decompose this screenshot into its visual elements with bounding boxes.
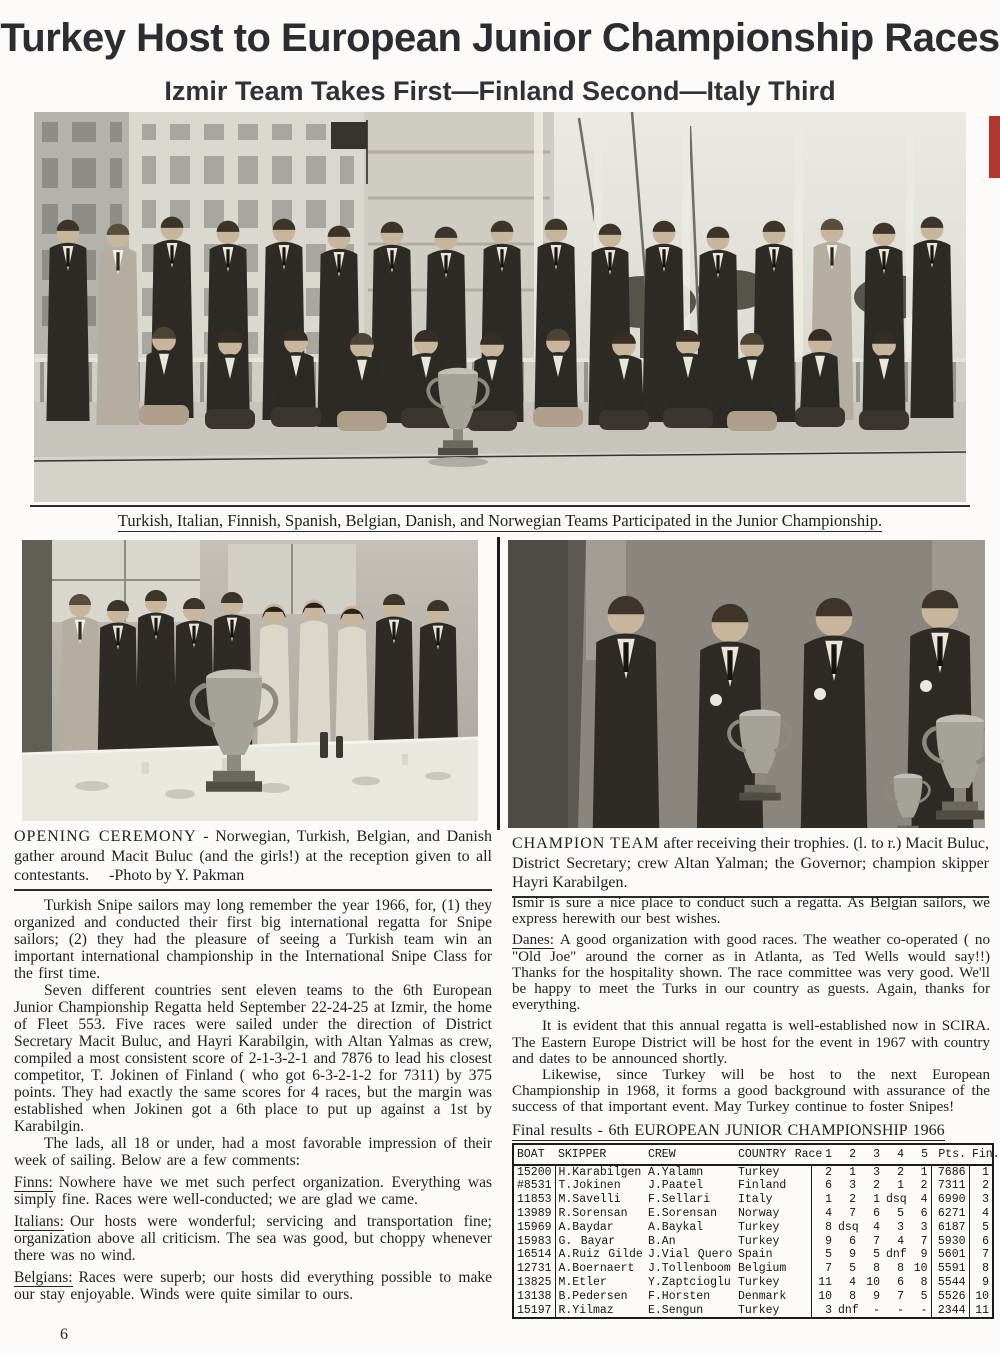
results-cell: A.Yalamn — [648, 1165, 704, 1179]
results-cell: Turkey — [735, 1221, 811, 1235]
results-cell: 8 — [849, 1289, 856, 1303]
results-cell: 2 — [873, 1179, 880, 1193]
results-cell: 9 — [825, 1234, 832, 1248]
results-cell: 8 — [825, 1220, 832, 1234]
results-cell: 1 — [873, 1193, 880, 1207]
results-cell: 9 — [982, 1276, 989, 1290]
results-cell: 5526 — [931, 1290, 969, 1304]
results-cell: 7 — [873, 1234, 880, 1248]
results-cell: 15197 — [513, 1304, 555, 1319]
champion-caption-lead: CHAMPION TEAM — [512, 835, 660, 852]
results-cell: 3 — [873, 1165, 880, 1179]
results-row-5 — [513, 1221, 993, 1235]
results-cell: M.Etler — [558, 1276, 607, 1290]
results-cell: 7 — [982, 1248, 989, 1262]
results-cell: E.Sengun — [648, 1303, 704, 1317]
article-left-column — [14, 897, 492, 1303]
results-cell: 3 — [982, 1193, 989, 1207]
results-cell: 5 — [982, 1220, 989, 1234]
comment-belgians: Belgians: Races were superb; our hosts did everything possible to make our stay enjoyable. Winds were quite similar to ours. — [14, 1269, 492, 1303]
results-row-1 — [513, 1165, 993, 1180]
results-cell: 10 — [818, 1289, 832, 1303]
results-cell: 11 — [975, 1303, 989, 1317]
results-cell: 5 — [825, 1248, 832, 1262]
results-cell: - — [897, 1303, 904, 1317]
results-row-11 — [513, 1304, 993, 1319]
results-row-6 — [513, 1235, 993, 1249]
results-cell: 15969 — [513, 1221, 555, 1235]
reception-photo — [22, 540, 478, 821]
results-cell: Turkey — [735, 1276, 811, 1290]
page-number: 6 — [60, 1326, 68, 1343]
results-cell: dsq — [838, 1220, 859, 1234]
results-cell: 5591 — [931, 1262, 969, 1276]
results-cell: H.Karabilgen — [558, 1165, 642, 1179]
results-cell: 13989 — [513, 1207, 555, 1221]
comment-italians: Italians: Our hosts were wonderful; servicing and transportation fine; organization above all criticism. The sea was good, but choppy whenever there was no wind. — [14, 1213, 492, 1264]
results-cell: 1 — [897, 1179, 904, 1193]
paragraph: Turkish Snipe sailors may long remember the year 1966, for, (1) they organized and conducted their first big international regatta for Snipe sailors; (2) they had the pleasure of seeing a Turkish team win an important international championship in the International Snipe Class for the first time. — [14, 897, 492, 982]
top-photo-caption: Turkish, Italian, Finnish, Spanish, Belgian, Danish, and Norwegian Teams Participated in the Junior Championship. — [30, 505, 970, 531]
results-row-4 — [513, 1207, 993, 1221]
results-cell: 7 — [825, 1262, 832, 1276]
paragraph: The lads, all 18 or under, had a most favorable impression of their week of sailing. Below are a few comments: — [14, 1135, 492, 1169]
results-cell: 7 — [897, 1289, 904, 1303]
page-subtitle: Izmir Team Takes First—Finland Second—Italy Third — [164, 76, 836, 106]
results-cell: 9 — [873, 1289, 880, 1303]
results-cell: A.Boernaert — [558, 1262, 635, 1276]
champion-caption-text: after receiving their trophies. (l. to r.) Macit Buluc, District Secretary; crew Altan Yalman; the Governor; champion skipper Hayri Karabilgen. — [512, 835, 989, 891]
results-cell: - — [907, 1304, 931, 1319]
results-cell: 11 — [818, 1276, 832, 1290]
results-cell: Belgium — [735, 1262, 811, 1276]
results-heading: Final results - 6th EUROPEAN JUNIOR CHAMPIONSHIP 1966 — [512, 1121, 945, 1139]
results-cell: Denmark — [735, 1290, 811, 1304]
results-cell: M.Savelli — [558, 1193, 621, 1207]
results-cell: dnf — [886, 1248, 907, 1262]
results-row-10 — [513, 1290, 993, 1304]
results-cell: 1 — [982, 1165, 989, 1179]
results-cell: 2 — [907, 1179, 931, 1193]
results-cell: 3 — [849, 1179, 856, 1193]
results-cell: 5544 — [931, 1276, 969, 1290]
results-cell: 5 — [849, 1262, 856, 1276]
page-title: Turkey Host to European Junior Championship Races — [0, 16, 1000, 60]
results-cell: 6187 — [931, 1221, 969, 1235]
results-header-cell: BOAT — [513, 1144, 555, 1165]
results-cell: 6 — [982, 1234, 989, 1248]
results-cell: 9 — [907, 1248, 931, 1262]
results-cell: 7 — [849, 1207, 856, 1221]
results-cell: J.Tollenboom — [648, 1262, 731, 1276]
reception-caption-text: - Norwegian, Turkish, Belgian, and Danish gather around Macit Buluc (and the girls!) at the reception given to all contestants. — [14, 828, 493, 884]
results-cell: B.Pedersen — [558, 1289, 628, 1303]
photo-divider-rule — [497, 537, 500, 830]
results-cell: 10 — [866, 1276, 880, 1290]
results-header-cell: 5 — [907, 1144, 931, 1165]
champion-caption — [512, 834, 989, 898]
results-cell: A.Baykal — [648, 1220, 704, 1234]
results-header-cell: 1 — [811, 1144, 835, 1165]
results-header-row — [513, 1144, 993, 1165]
results-row-7 — [513, 1248, 993, 1262]
scan-artifact-red-strip — [989, 116, 1000, 178]
comment-danes: Danes: A good organization with good races. The weather co-operated ( no "Old Joe" around the corner as in Atlanta, as Ted Wells would say!!) Thanks for the hospitality shown. The race committee was very good. We'll be happy to meet the Turks in our country as guests. Again, thanks for everything. — [512, 932, 990, 1014]
results-cell: A.Ruiz Gilde — [558, 1248, 643, 1262]
results-cell: R.Sorensan — [558, 1207, 628, 1221]
results-cell: 11853 — [513, 1193, 555, 1207]
results-cell: Turkey — [735, 1235, 811, 1249]
results-cell: 4 — [897, 1234, 904, 1248]
article-right-column — [512, 895, 1000, 1319]
results-header-cell: CREW — [645, 1144, 735, 1165]
results-cell: R.Yilmaz — [558, 1303, 614, 1317]
results-cell: Norway — [735, 1207, 811, 1221]
results-cell: 4 — [825, 1207, 832, 1221]
results-cell: 8 — [982, 1262, 989, 1276]
results-cell: 5601 — [931, 1248, 969, 1262]
results-cell: 6 — [849, 1234, 856, 1248]
results-cell: 2 — [825, 1165, 832, 1179]
results-cell: J.Vial Quero — [648, 1248, 733, 1262]
results-cell: 2 — [897, 1165, 904, 1179]
results-cell: 2 — [849, 1193, 856, 1207]
results-cell: T.Jokinen — [558, 1179, 621, 1193]
results-cell: 15983 — [513, 1235, 555, 1249]
results-cell: Italy — [735, 1193, 811, 1207]
results-cell: 5 — [873, 1248, 880, 1262]
results-cell: 6 — [825, 1179, 832, 1193]
results-cell: F.Sellari — [648, 1193, 711, 1207]
results-row-8 — [513, 1262, 993, 1276]
results-cell: F.Horsten — [648, 1289, 711, 1303]
results-cell: 8 — [907, 1276, 931, 1290]
results-header-cell: 3 — [859, 1144, 883, 1165]
results-cell: 4 — [849, 1276, 856, 1290]
comment-finns: Finns: Nowhere have we met such perfect organization. Everything was simply fine. Races were well-conducted; we are glad we came. — [14, 1174, 492, 1208]
results-cell: 6 — [907, 1207, 931, 1221]
results-cell: Turkey — [735, 1165, 811, 1180]
results-cell: 4 — [873, 1220, 880, 1234]
results-cell: B.An — [648, 1234, 676, 1248]
reception-caption-lead: OPENING CEREMONY — [14, 828, 197, 845]
results-cell: 2 — [982, 1179, 989, 1193]
results-cell: 6 — [873, 1207, 880, 1221]
results-cell: Finland — [735, 1179, 811, 1193]
results-cell: #8531 — [513, 1179, 555, 1193]
results-cell: 13825 — [513, 1276, 555, 1290]
paragraph: Likewise, since Turkey will be host to the next European Championship in 1968, it forms a good background with assurance of the success of that important event. May Turkey continue to foster Snipes! — [512, 1067, 990, 1116]
results-cell: Spain — [735, 1248, 811, 1262]
results-cell: dnf — [838, 1303, 859, 1317]
results-cell: 7686 — [931, 1165, 969, 1180]
results-cell: 8 — [873, 1262, 880, 1276]
paragraph: Seven different countries sent eleven teams to the 6th European Junior Championship Regatta held September 22-24-25 at Izmir, the home of Fleet 553. Five races were sailed under the direction of District Secretary Macit Buluc, and Hayri Karabilgin, with Altan Yalmas as crew, compiled a most consistent score of 2-1-3-2-1 and 7876 to lead his closest competitor, T. Jokinen of Finland ( who got 6-3-2-1-2 for 7311) by 375 points. They had exactly the same scores for 4 races, but the margin was established when Jokinen got a 6th place to put up against a 1st by Karabilgin. — [14, 982, 492, 1135]
results-cell: 13138 — [513, 1290, 555, 1304]
results-cell: 6990 — [931, 1193, 969, 1207]
results-cell: 5 — [907, 1290, 931, 1304]
reception-caption — [14, 827, 492, 891]
results-header-cell: 4 — [883, 1144, 907, 1165]
results-cell: 5 — [897, 1207, 904, 1221]
results-header-cell: COUNTRY Race — [735, 1144, 811, 1165]
results-header-cell: Fin. — [969, 1144, 993, 1165]
results-cell: 1 — [825, 1193, 832, 1207]
results-cell: 1 — [907, 1165, 931, 1180]
results-cell: 3 — [907, 1221, 931, 1235]
results-header-cell: SKIPPER — [555, 1144, 645, 1165]
results-cell: 7311 — [931, 1179, 969, 1193]
results-cell: 7 — [907, 1235, 931, 1249]
results-header-cell: Pts. — [931, 1144, 969, 1165]
results-cell: 1 — [849, 1165, 856, 1179]
champion-team-photo — [508, 540, 985, 828]
paragraph: Ismir is sure a nice place to conduct such a regatta. As Belgian sailors, we express herewith our best wishes. — [512, 895, 990, 928]
results-cell: dsq — [886, 1193, 907, 1207]
results-cell: 4 — [907, 1193, 931, 1207]
results-row-2 — [513, 1179, 993, 1193]
results-cell: 5930 — [931, 1235, 969, 1249]
results-cell: 6271 — [931, 1207, 969, 1221]
results-cell: G. Bayar — [558, 1234, 616, 1248]
results-cell: 12731 — [513, 1262, 555, 1276]
results-cell: Turkey — [735, 1304, 811, 1319]
results-cell: 15200 — [513, 1165, 555, 1180]
results-cell: - — [873, 1303, 880, 1317]
paragraph: It is evident that this annual regatta is well-established now in SCIRA. The Eastern Europe District will be host for the event in 1967 with country and dates to be announced shortly. — [512, 1018, 990, 1067]
results-row-9 — [513, 1276, 993, 1290]
results-cell: J.Paatel — [648, 1179, 704, 1193]
results-cell: A.Baydar — [558, 1220, 614, 1234]
results-cell: Y.Zaptcioglu — [648, 1276, 731, 1290]
results-cell: 8 — [897, 1262, 904, 1276]
results-cell: 9 — [849, 1248, 856, 1262]
photo-credit: -Photo by Y. Pakman — [109, 867, 245, 884]
results-cell: 10 — [907, 1262, 931, 1276]
results-cell: 16514 — [513, 1248, 555, 1262]
results-cell: 3 — [825, 1303, 832, 1317]
results-cell: 10 — [975, 1289, 989, 1303]
results-header-cell: 2 — [835, 1144, 859, 1165]
results-cell: 2344 — [931, 1304, 969, 1319]
results-cell: 6 — [897, 1276, 904, 1290]
top-group-photo — [34, 112, 966, 502]
results-cell: 4 — [982, 1207, 989, 1221]
results-table — [512, 1143, 1000, 1320]
results-row-3 — [513, 1193, 993, 1207]
results-cell: E.Sorensan — [648, 1207, 718, 1221]
results-cell: 3 — [897, 1220, 904, 1234]
